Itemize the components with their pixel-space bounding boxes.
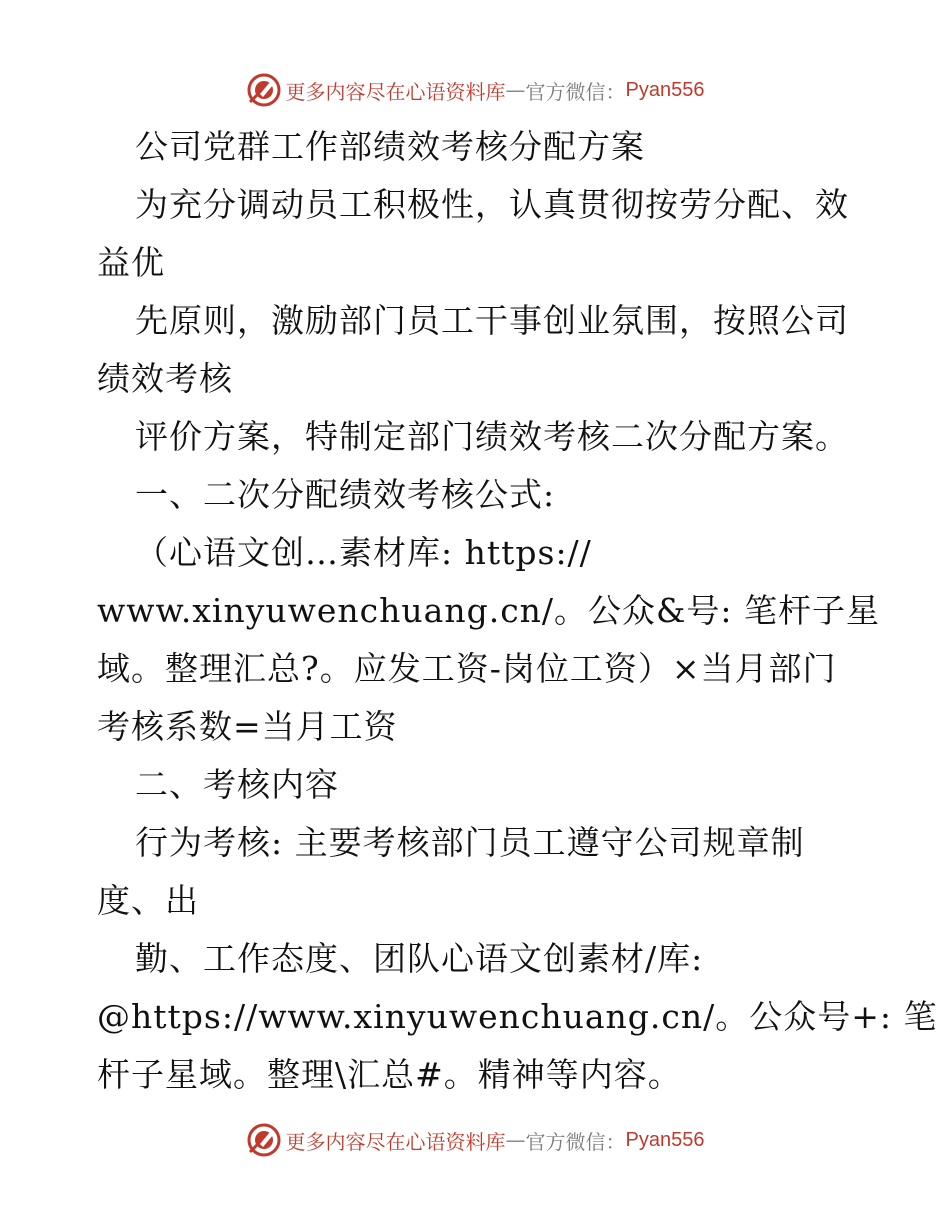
banner-official-label: 官方微信：: [525, 1129, 626, 1154]
paragraph-line: 度、出: [97, 881, 199, 920]
paragraph-line: www.xinyuwenchuang.cn/。公众&号: 笔杆子星: [97, 591, 881, 630]
paragraph-line: 域。整理汇总?。应发工资-岗位工资）×当月部门: [97, 649, 837, 688]
paragraph-line: 绩效考核: [97, 359, 233, 398]
paragraph-line: 行为考核: 主要考核部门员工遵守公司规章制: [135, 823, 805, 862]
section-heading-content: 二、考核内容: [135, 765, 339, 804]
paragraph-line: @https://www.xinyuwenchuang.cn/。公众号+: 笔: [97, 997, 938, 1036]
paragraph-line: 杆子星域。整理\汇总#。精神等内容。: [97, 1055, 682, 1094]
banner-main-text: 更多内容尽在心语资料库: [285, 79, 506, 104]
paragraph-line: 为充分调动员工积极性，认真贯彻按劳分配、效: [135, 185, 849, 224]
paragraph-line: 先原则，激励部门员工干事创业氛围，按照公司: [135, 301, 849, 340]
banner-main-text: 更多内容尽在心语资料库: [285, 1129, 506, 1154]
paragraph-line: （心语文创…素材库: https://: [135, 533, 592, 572]
header-watermark-banner: [0, 70, 950, 110]
paragraph-line: 评价方案，特制定部门绩效考核二次分配方案。: [135, 417, 849, 456]
paragraph-line: 益优: [97, 243, 165, 282]
pen-seal-icon: [246, 1122, 282, 1158]
banner-dash: —: [505, 1128, 526, 1152]
banner-official-label: 官方微信：: [525, 79, 626, 104]
banner-wechat-handle: Pyan556: [625, 1128, 705, 1151]
banner-dash: —: [505, 78, 526, 102]
paragraph-line: 勤、工作态度、团队心语文创素材/库:: [135, 939, 704, 978]
pen-seal-icon: [246, 72, 282, 108]
document-body: [97, 118, 938, 1104]
footer-watermark-banner: [0, 1120, 950, 1160]
paragraph-line: 考核系数=当月工资: [97, 707, 398, 746]
section-heading-formula: 一、二次分配绩效考核公式:: [135, 475, 556, 514]
document-title: 公司党群工作部绩效考核分配方案: [135, 127, 645, 166]
banner-wechat-handle: Pyan556: [625, 78, 705, 101]
